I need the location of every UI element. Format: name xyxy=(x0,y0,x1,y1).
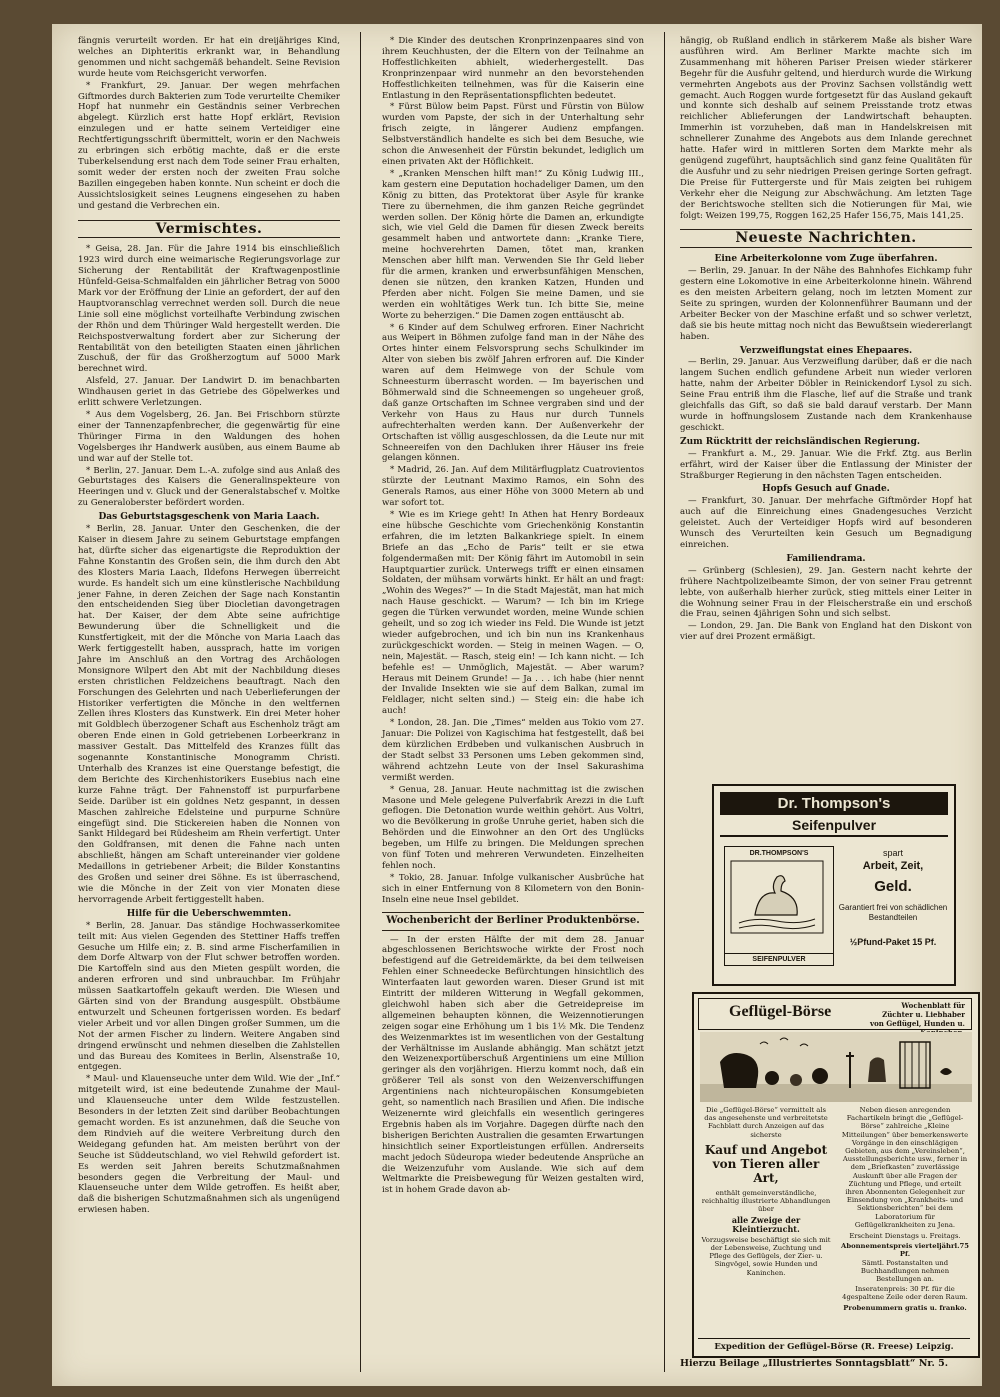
ad-body: enthält gemeinverständliche, reichhaltig illustrierte Abhandlungen über xyxy=(701,1188,831,1214)
article-text: * Geisa, 28. Jan. Für die Jahre 1914 bis einschließlich 1923 wird durch eine weimarische Regierungsvorlage zur Sicherung der Rentabilität der Kraftwagenpostlinie Hünfeld-Geisa-Schmalfalden ein jährlicher Betrag von 5000 Mark vor der Eröffnung der Linie an gefordert, der auf den Hauptvoranschlag verrechnet werden soll. Durch die neue Linie soll eine möglichst vorteilhafte Verbindung zwischen der Rhön und dem Thüringer Wald hergestellt werden. Die Reichspostverwaltung fordert aber zur Sicherung der Rentabilität von den beteiligten Staaten einen jährlichen Zuschuß, der für das Großherzogtum auf 5000 Mark berechnet wird. xyxy=(78,244,340,375)
column-rule xyxy=(360,32,361,1372)
column-3 xyxy=(680,36,972,644)
column-2 xyxy=(382,36,644,1197)
ad-right-text xyxy=(840,1106,970,1312)
column-rule xyxy=(664,32,665,1372)
ad-title: Geflügel-Börse xyxy=(729,1003,832,1020)
ad-garantiert: Garantiert frei von schädlichen Bestandteilen xyxy=(838,903,948,922)
article-text: * Wie es im Kriege geht! In Athen hat Henry Bordeaux eine hübsche Geschichte vom Griechenkönig Konstantin erfahren, die im letzten Balkankriege spielt. In einem Briefe an das „Echo de Paris“ teilt er sie etwa folgendermaßen mit: Der König fährt im Automobil in sein Hauptquartier zurück. Unterwegs trifft er einen einsamen Soldaten, der mühsam vorwärts hinkt. Er hält an und fragt: „Wohin des Weges?“ — In die Stadt Majestät, man hat mich nach Hause geschickt. — Warum? — Ich bin im Kriege gegen die Türken verwundet worden, meine Wunde schien geheilt, und so zog ich wieder ins Feld. Die Wunde ist jetzt wieder aufgebrochen, und ich bin nun ins Krankenhaus zurückgeschickt worden. — Steig in meinen Wagen. — O, nein, Majestät. — Rasch, steig ein! — Ich kann nicht. — Ich befehle es! — Unmöglich, Majestät. — Aber warum? Heraus mit Deinem Grunde! — Ja . . . ich habe (hier nennt der Invalide Insekten wie sie auf dem Balkan, zumal im Feldlager, nicht selten sind.) — Steig ein: die habe ich auch! xyxy=(382,509,644,717)
article-text: — Berlin, 29. Januar. Aus Verzweiflung darüber, daß er die nach langem Suchen endlich gefundene Arbeit nun wieder verloren hatte, nahm der Arbeiter Döbler in Reinickendorf Lysol zu sich. Seine Frau entriß ihm die Flasche, lief auf die Straße und trank gleichfalls das Gift, so daß sie bald darauf verstarb. Der Mann wurde in hoffnungslosem Zustande nach dem Krankenhause geschickt. xyxy=(680,357,972,433)
article-text: — London, 29. Jan. Die Bank von England hat den Diskont von vier auf drei Prozent ermäßigt. xyxy=(680,621,972,643)
article-text: * 6 Kinder auf dem Schulweg erfroren. Einer Nachricht aus Weipert in Böhmen zufolge fand man in der Nähe des Ortes hinter einem Felsvorsprung sechs Schulkinder im Alter von sieben bis zwölf Jahren erfroren auf. Die Kinder waren auf dem Heimwege von der Schule vom Schneesturm überrascht worden. — Im bayerischen und Böhmerwald sind die Schneemengen so ungeheuer groß, daß ganze Ortschaften im Schnee vergraben sind und der Verkehr von Haus zu Haus nur durch Tunnels aufrechterhalten werden kann. Der Außenverkehr der Ortschaften ist völlig ausgeschlossen, da die Leute nur mit Schneereifen von den Dachluken ihrer Häuser ins freie gelangen können. xyxy=(382,322,644,464)
article-text: Alsfeld, 27. Januar. Der Landwirt D. im benachbarten Windhausen geriet in das Getriebe des Göpelwerkes und erlitt schwere Verletzungen. xyxy=(78,376,340,409)
column-1 xyxy=(78,36,340,1217)
soap-powder-advertisement xyxy=(712,784,956,986)
article-text: * Madrid, 26. Jan. Auf dem Militärflugplatz Cuatrovientos stürzte der Leutnant Maximo Ramos, ein Sohn des Generals Ramos, aus einer Höhe von 3000 Metern ab und war sofort tot. xyxy=(382,465,644,509)
article-text: — Frankfurt a. M., 29. Januar. Wie die Frkf. Ztg. aus Berlin erfährt, wird der Kaiser über die Entlassung der Minister der Straßburger Regierung in den nächsten Tagen entscheiden. xyxy=(680,448,972,481)
article-text: * Berlin, 27. Januar. Dem L.-A. zufolge sind aus Anlaß des Geburtstages des Kaisers die Generalinspekteure von Heeringen und v. Gluck und der Generalstabschef v. Moltke zu Generaloberster befördert worden. xyxy=(78,465,340,509)
ad-topics: alle Zweige der Kleintierzucht. xyxy=(731,1215,801,1234)
article-text: — In der ersten Hälfte der mit dem 28. Januar abgeschlossenen Berichtswoche wirkte der Frost noch befestigend auf die Getreidemärkte, da bei dem teilweisen Fehlen einer Schneedecke Befürchtungen hinsichtlich des Winterfaaten laut geworden waren. Dieser Grund ist mit Eintritt der milderen Witterung in Wegfall gekommen, gleichwohl haben sich aber die Getreidepreise im allgemeinen behaupten können, die Weizennotierungen zeigen sogar eine Erhöhung um 1 bis 1½ Mk. Die Tendenz des Weizenmarktes ist im wesentlichen von der Gestaltung der Verhältnisse im Auslande abhängig. Man schätzt jetzt den Weizenexportüberschuß Argentiniens um eine Million geringer als den vorjährigen. Hierzu kommt noch, daß ein größerer Teil als sonst von den Weizenverschiffungen Argentiniens nach nichteuropäischen Konsumgebieten geht, so namentlich nach Brasilien und Afien. Die indische Weizenernte wird gleichfalls ein wesentlich geringeres Ergebnis haben als im Vorjahre. Dagegen dürfte nach den bisherigen Berichten Australien die gesamten Erwartungen hinsichtlich seiner Exportleistungen erfüllen. Andrerseits macht jedoch Südeuropa wieder bedeutende Ansprüche an die Weizenzufuhr vom Auslande. Wie sich auf dem Weltmarkte die Preisbewegung für Weizen gestalten wird, ist in hohem Grade davon ab- xyxy=(382,934,644,1196)
ad-left-text xyxy=(700,1106,832,1277)
article-text: * „Kranken Menschen hilft man!“ Zu König Ludwig III., kam gestern eine Deputation hochadeliger Damen, um den König zu bitten, das Protektorat über Asyle für kranke Tiere zu übernehmen, die ihm ganzen Reiche gegründet werden sollen. Der König hörte die Damen an, erkundigte sich, wie viel Geld die Damen für diesen Zweck bereits gesammelt haben und antwortete dann: „Kranke Tiere, meine hochverehrten Damen, tötet man, kranken Menschen aber hilft man. Verwenden Sie Ihr Geld lieber für die armen, kranken und erwerbsunfähigen Menschen, denen sie nützen, den kranken Katzen, Hunden und Pferden aber nicht. Folgen Sie meine Damen, und sie werden ein wohltätiges Werk tun. Ich bitte Sie, meine Worte zu beherzigen.“ Die Damen zogen enttäuscht ab. xyxy=(382,168,644,321)
supplement-note: Hierzu Beilage „Illustriertes Sonntagsblatt“ Nr. 5. xyxy=(680,1358,949,1369)
ad-schedule: Erscheint Dienstags u. Freitags. xyxy=(849,1232,961,1241)
ad-insert-price: Inseratenpreis: 30 Pf. für die 4gespaltene Zeile oder deren Raum. xyxy=(842,1285,968,1302)
article-headline: Familiendrama. xyxy=(786,553,866,564)
poultry-exchange-advertisement xyxy=(692,992,980,1358)
article-text: * Berlin, 28. Januar. Das ständige Hochwasserkomitee teilt mit: Aus vielen Gegenden des Stettiner Haffs treffen Gesuche um Hilfe ein; z. B. sind arme Fischerfamilien in dem Dorfe Altwarp von der Flut schwer betroffen worden. Die Kartoffeln sind aus den Mieten gespült worden, die anderen erfroren und sind unbrauchbar. Im Frühjahr müssen Saatkartoffeln gekauft werden. Die Wiesen und Gärten sind von der Brandung ausgespült. Obstbäume entwurzelt und Scheunen fortgerissen worden. Es bedarf vieler Arbeit und vor allen Dingen großer Summen, um die Not der armen Fischer zu lindern. Weitere Angaben sind dringend erwünscht und nehmen dieselben die Zahlstellen und das Bureau des Komitees in Berlin, Alsenstraße 10, entgegen. xyxy=(78,920,340,1073)
ad-intro: Die „Geflügel-Börse“ vermittelt als das angesehenste und verbreitetste Fachblatt durch Anzeigen auf das sicherste xyxy=(704,1106,828,1139)
article-headline: Verzweiflungstat eines Ehepaares. xyxy=(739,345,913,356)
ad-body: Neben diesen anregenden Fachartikeln bringt die „Geflügel-Börse“ zahlreiche „Kleine Mitteilungen“ über bemerkenswerte Vorgänge in den einschlägigen Gebieten, aus dem „Vereinsleben“, Ausstellungsberichte usw., ferner in dem „Briefkasten“ zuverlässige Auskunft über alle Fragen der Züchtung und Pflege, und erteilt ihren Abonnenten Gelegenheit zur Einsendung von „Krankheits- und Sektionsberichten“ bei dem Laboratorium für Geflügelkrankheiten zu Jena. xyxy=(841,1106,969,1229)
farmyard-illustration-icon xyxy=(700,1032,972,1102)
newspaper-page xyxy=(52,24,982,1386)
article-text: fängnis verurteilt worden. Er hat ein dreijähriges Kind, welches an Diphteritis erkrankt war, in Behandlung genommen und nicht sachgemäß behandelt. Seine Revision wurde heute vom Reichsgericht verworfen. xyxy=(78,36,340,79)
ad-spart: spart xyxy=(882,848,903,858)
package-label: DR.THOMPSON'S xyxy=(749,850,809,857)
article-text: * Maul- und Klauenseuche unter dem Wild. Wie der „Inf.“ mitgeteilt wird, ist eine bedeutende Zunahme der Maul- und Klauenseuche unter dem Wilde festzustellen. Besonders in der letzten Zeit sind darüber Beobachtungen gemacht worden. Es ist anzunehmen, daß die Seuche von dem Rindvieh auf die weitere Verbreitung durch den Weidegang gefunden hat. Am meisten berührt von der Seuche ist Süddeutschland, wo viel Rehwild gefordert ist. Es werden seit Jahren bereits Schutzmaßnahmen besonders gegen die Verbreitung der Maul- und Klauenseuche unter dem Wilde getroffen. Es heißt aber, daß die bisherigen Schutzmaßnahmen sich als ungenügend erwiesen haben. xyxy=(78,1074,340,1216)
article-text: * Tokio, 28. Januar. Infolge vulkanischer Ausbrüche hat sich in einer Entfernung von 8 Kilometern von den Bonin-Inseln eine neue Insel gebildet. xyxy=(382,872,644,905)
section-heading: Neueste Nachrichten. xyxy=(680,229,972,248)
ad-geld: Geld. xyxy=(874,878,912,895)
article-text: * Genua, 28. Januar. Heute nachmittag ist die zwischen Masone und Mele gelegene Pulverfabrik Arezzi in die Luft geflogen. Die Detonation wurde weithin gehört. Aus Voltri, wo die Bevölkerung in große Unruhe geriet, haben sich die Behörden und die Einwohner an den Ort des Unglücks begeben, um Hilfe zu bringen. Die Meldungen sprechen von fünf Toten und mehreren Verwundeten. Einzelheiten fehlen noch. xyxy=(382,784,644,871)
section-heading: Vermischtes. xyxy=(78,220,340,239)
ad-price: ½Pfund-Paket 15 Pf. xyxy=(849,937,937,947)
article-text: * Fürst Bülow beim Papst. Fürst und Fürstin von Bülow wurden vom Papste, der sich in der Unterhaltung sehr frisch zeigte, in längerer Audienz empfangen. Selbstverständlich handelte es sich bei dem Besuche, wie schon die Anwesenheit der Fürstin bekundet, lediglich um einen privaten Akt der Höflichkeit. xyxy=(382,102,644,167)
swan-icon xyxy=(725,857,829,937)
article-headline: Hopfs Gesuch auf Gnade. xyxy=(762,484,890,495)
ad-claims xyxy=(838,848,948,947)
ad-headline: Kauf und Angebot von Tieren aller Art, xyxy=(704,1142,828,1185)
article-headline: Eine Arbeiterkolonne vom Zuge überfahren. xyxy=(714,254,938,265)
ad-subscription: Abonnementspreis vierteljährl.75 Pf. xyxy=(841,1242,969,1259)
ad-sample: Probenummern gratis u. franko. xyxy=(843,1303,967,1312)
ad-header xyxy=(698,998,972,1030)
article-text: — Grünberg (Schlesien), 29. Jan. Gestern nacht kehrte der frühere Nachtpolizeibeamte Simon, der von seiner Frau getrennt lebte, von außerhalb hierher zurück, stieg mittels einer Leiter in die Wohnung seiner Frau in der Fleischerstraße ein und erschoß die Frau, seinen 4jährigen Sohn und sich selbst. xyxy=(680,565,972,620)
article-text: * London, 28. Jan. Die „Times“ melden aus Tokio vom 27. Januar: Die Polizei von Kagischima hat festgestellt, daß bei dem kürzlichen Erdbeben und vulkanischen Ausbruch in der Stadt selbst 33 Personen ums Leben gekommen sind, während achtzehn Leute von der Insel Sakurashima vermißt werden. xyxy=(382,718,644,783)
article-text: — Frankfurt, 30. Januar. Der mehrfache Giftmörder Hopf hat auch auf die Einreichung eines Gnadengesuches Verzicht geleistet. Auch der Verteidiger Hopfs wird auf besonderen Wunsch des Verurteilten kein Gesuch um Begnadigung einreichen. xyxy=(680,496,972,550)
ad-arbeit: Arbeit, Zeit, xyxy=(862,860,924,872)
package-name: SEIFENPULVER xyxy=(725,953,833,963)
article-text: * Aus dem Vogelsberg, 26. Jan. Bei Frischborn stürzte einer der Tannenzapfenbrecher, die gegenwärtig für eine Thüringer Firma in den Waldungen des hohen Vogelsberges ihr Handwerk ausüben, aus einem Baume ab und war auf der Stelle tot. xyxy=(78,410,340,464)
ad-post: Sämtl. Postanstalten und Buchhandlungen nehmen Bestellungen an. xyxy=(860,1258,950,1284)
ad-publisher: Expedition der Geflügel-Börse (R. Freese) Leipzig. xyxy=(698,1338,970,1352)
article-text: — Berlin, 29. Januar. In der Nähe des Bahnhofes Eichkamp fuhr gestern eine Lokomotive in eine Arbeiterkolonne hinein. Während es den meisten Arbeitern gelang, noch im letzten Moment zur Seite zu springen, wurden der Kolonnenführer Baumann und der Arbeiter Becker von der Maschine erfaßt und so schwer verletzt, daß sie bis heute mittag noch nicht das Bewußtsein wiedererlangt haben. xyxy=(680,266,972,342)
article-text: * Die Kinder des deutschen Kronprinzenpaares sind von ihrem Keuchhusten, der die Eltern von der Teilnahme an Hoffestlichkeiten abhielt, wiederhergestellt. Das Kronprinzenpaar wird nunmehr an den bevorstehenden Hoffestlichkeiten teilnehmen, was für die Kaiserin eine Entlastung in den Repräsentationspflichten bedeutet. xyxy=(382,36,644,101)
article-text: hängig, ob Rußland endlich in stärkerem Maße als bisher Ware ausführen wird. Am Berliner Markte machte sich im Zusammenhang mit höheren Pariser Preisen wieder stärkerer Begehr für die Ausfuhr geltend, und hierdurch wurde die Wirkung vermehrten Angebots aus der Provinz Sachsen vollständig wett gemacht. Auch Roggen wurde fortgesetzt für das Ausland gekauft und konnte sich deshalb auf seinem Preisstande trotz etwas reichlicher Ablieferungen der Landwirtschaft behaupten. Immerhin ist vorzuheben, daß man in Handelskreisen mit schnellerer Zunahme des Angebots aus dem Inlande gerechnet hatte. Hafer wird in mittleren Sorten dem Markte mehr als genügend zugeführt, hauptsächlich sind ganz feine Qualitäten für die Ausfuhr und zu sehr niedrigen Preisen geringe Sorten gefragt. Die Preise für Futtergerste und für Mais zeigten bei ruhigem Verkehr eher die Neigung zur Abschwächung. Am letzten Tage der Berichtswoche stellten sich die Notierungen für Mai, wie folgt: Weizen 199,75, Roggen 162,25 Hafer 156,75, Mais 141,25. xyxy=(680,36,972,221)
ad-subtitle: Seifenpulver xyxy=(720,815,948,837)
article-headline: Hilfe für die Ueberschwemmten. xyxy=(126,908,292,919)
ad-weekly: Wochenblatt für Züchter u. Liebhaber von Geflügel, Hunden u. xyxy=(870,1001,965,1028)
product-package xyxy=(724,846,834,966)
article-headline: Das Geburtstagsgeschenk von Maria Laach. xyxy=(98,512,320,523)
article-headline: Zum Rücktritt der reichsländischen Regierung. xyxy=(680,436,921,447)
section-heading: Wochenbericht der Berliner Produktenbörse. xyxy=(382,912,644,931)
article-text: * Frankfurt, 29. Januar. Der wegen mehrfachen Giftmordes durch Bakterien zum Tode verurteilte Chemiker Hopf hat nunmehr ein Geständnis seiner Verbrechen abgelegt. Kürzlich erst hatte Hopf erklärt, Revision einzulegen und er hatte seinem Verteidiger eine Rechtfertigungsschrift übermittelt, worin er den Nachweis zu erbringen sich erbötig machte, daß er die erste Tuberkelsendung erst nach dem Tode seiner Frau erhalten, somit weder der ersten noch der zweiten Frau solche Bazillen eingegeben haben konnte. Nun scheint er doch die Aussichtslosigkeit seines Leugnens eingesehen zu haben und gestand die Verbrechen ein. xyxy=(78,80,340,211)
ad-body: Vorzugsweise beschäftigt sie sich mit der Lebensweise, Zuchtung und Pflege des Geflügels, der Zier- u. Singvögel, sowie Hunden und Kaninchen. xyxy=(701,1235,831,1277)
ad-title: Dr. Thompson's xyxy=(720,792,948,815)
article-text: * Berlin, 28. Januar. Unter den Geschenken, die der Kaiser in diesem Jahre zu seinem Geburtstage empfangen hat, dürfte sicher das eigenartigste die Reproduktion der Fahne Konstantin des Großen sein, die ihm durch den Abt des Klosters Maria Laach, Ildefons Herwegen überreicht wurde. Es handelt sich um eine künstlerische Nachbildung jener Fahne, in deren Zeichen der Sage nach Konstantin den entscheidenden Sieg über Diocletian davongetragen hat. Der Kaiser, der dem Abte seine aufrichtige Bewunderung über die Schnelligkeit und die Kunstfertigkeit, mit der die Mönche von Maria Laach das Werk fertiggestellt haben, aussprach, hatte im vorigen Jahre im Anschluß an den Vortrag des Archäologen Monsignore Wilpert den Abt mit der Nachbildung dieses ersten christlichen Feldzeichens beauftragt. Nach den Forschungen des Gelehrten und nach Ueberlieferungen der Historiker verfertigten die Mönche in den weltfernen Zellen ihres Klosters das Kunstwerk. Ein drei Meter hoher mit Goldblech überzogener Schaft aus Eschenholz trägt am oberen Ende einen in Gold getriebenen Lorbeerkranz in massiver Gestalt. Das Mittelfeld des Kranzes füllt das sogenannte Konstantinische Monogramm Christi. Unterhalb des Kranzes ist eine Querstange befestigt, die dem Berichte des Kirchenhistorikers Eusebius nach eine kurze Fahne trägt. Der Fahnenstoff ist purpurfarbene Seide. Darüber ist ein goldnes Netz gespannt, in dessen Maschen zahlreiche Edelsteine und purpurne Schnüre eingefügt sind. Die Stickereien haben die Nonnen von Sankt Hildegard bei Rüdesheim am Rhein verfertigt. Unter den Goldfransen, mit denen die Fahne nach unten abschließt, hängen am Schaft untereinander vier goldene Medaillons in getriebener Arbeit; die Bilder Konstantins des Großen und seiner drei Söhne. Es ist überraschend, wie die Mönche in der Zeit von vier Monaten diese hervorragende Arbeit fertiggestellt haben. xyxy=(78,524,340,905)
